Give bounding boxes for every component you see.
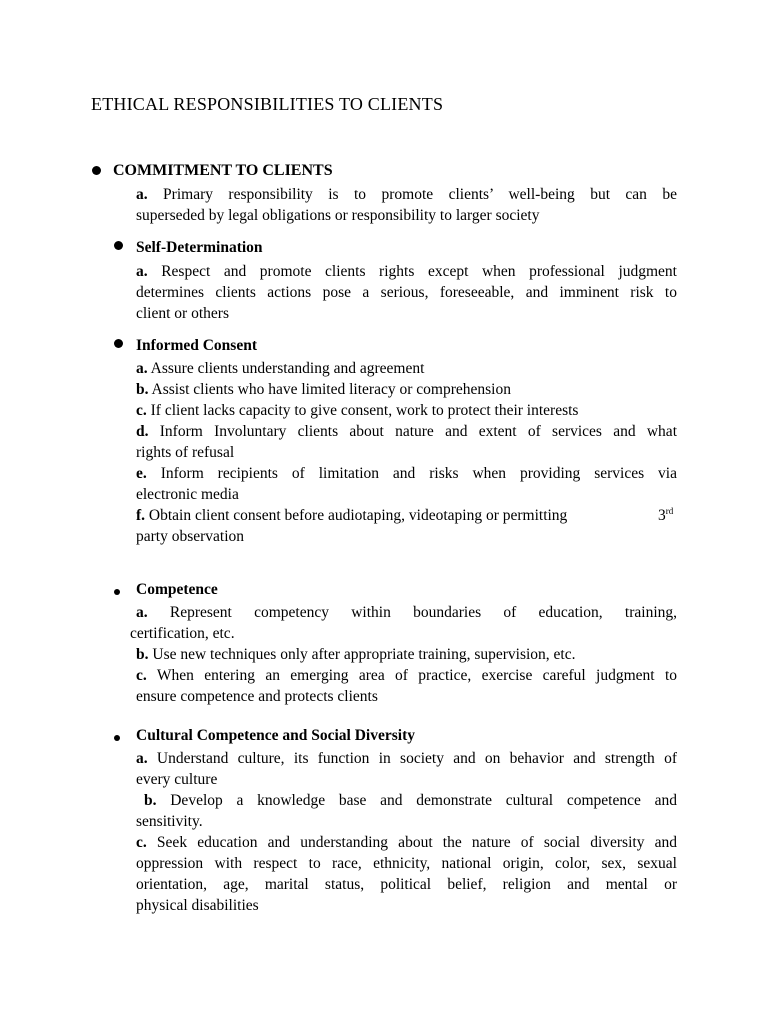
list-item: b. Use new techniques only after appropriate training, supervision, etc.	[136, 646, 576, 663]
cultural-items: a. Understand culture, its function in society and on behavior and strength of every culture b. Develop a knowledge base and demonstrate cultural competence and sensitivity. c. Seek education and understanding about the nature of social diversity and oppression with respect to race, ethnicity, national origin, color, sex, sexual orientation, age, marital status, political belief, religion and mental or physical disabilities	[136, 750, 677, 914]
list-item: b. Develop a knowledge base and demonstrate cultural competence and	[144, 792, 677, 809]
page-title: ETHICAL RESPONSIBILITIES TO CLIENTS	[91, 94, 444, 114]
list-item: c. When entering an emerging area of practice, exercise careful judgment to	[136, 667, 677, 684]
bullet-dot	[114, 241, 123, 250]
section-heading-cultural: Cultural Competence and Social Diversity	[136, 727, 415, 744]
section-heading-self-determination: Self-Determination	[136, 239, 263, 256]
list-item: a. Understand culture, its function in society and on behavior and strength of	[136, 750, 677, 767]
informed-consent-items: a. Assure clients understanding and agreement b. Assist clients who have limited literacy or comprehension c. If client lacks capacity to give consent, work to protect their interests d. Inform Involuntary clients about nature and extent of services and what rights of refusal e. Inform recipients of limitation and risks when providing services via electronic media f. Obtain client consent before audiotaping, videotaping or permitting 3rd party observation	[136, 360, 677, 545]
list-item: b. Assist clients who have limited literacy or comprehension	[136, 381, 511, 398]
section-heading-informed-consent: Informed Consent	[136, 337, 257, 354]
bullet-dot	[114, 735, 120, 741]
list-item: c. Seek education and understanding about the nature of social diversity and	[136, 834, 677, 851]
list-item: a. Assure clients understanding and agreement	[136, 360, 425, 377]
self-determination-item-a: a. Respect and promote clients rights except when professional judgment determines clients actions pose a serious, foreseeable, and imminent risk to client or others	[136, 263, 677, 322]
list-item: a. Represent competency within boundaries of education, training,	[136, 604, 677, 621]
bullet-dot	[114, 339, 123, 348]
commitment-item-a: a. Primary responsibility is to promote clients’ well-being but can be superseded by legal obligations or responsibility to larger society	[136, 186, 677, 224]
section-heading-commitment: COMMITMENT TO CLIENTS	[113, 162, 333, 179]
bullet-dot	[114, 589, 120, 595]
list-item: c. If client lacks capacity to give consent, work to protect their interests	[136, 402, 579, 419]
list-item: d. Inform Involuntary clients about nature and extent of services and what	[136, 423, 677, 440]
competence-items: a. Represent competency within boundaries of education, training, certification, etc. b. Use new techniques only after appropriate training, supervision, etc. c. When entering an emerging area of practice, exercise careful judgment to ensure competence and protects clients	[130, 604, 677, 705]
section-heading-competence: Competence	[136, 581, 218, 598]
list-item: e. Inform recipients of limitation and risks when providing services via	[136, 465, 677, 482]
bullet-dot	[92, 166, 101, 175]
list-item: f. Obtain client consent before audiotaping, videotaping or permitting 3rd	[136, 505, 674, 524]
